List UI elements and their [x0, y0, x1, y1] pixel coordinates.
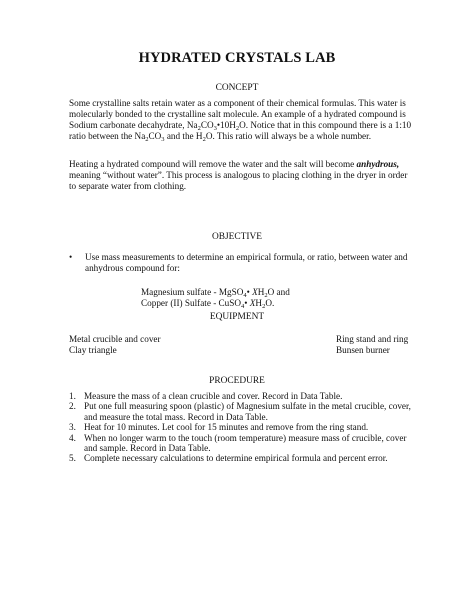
- concept-paragraph-2: [69, 159, 419, 192]
- concept-p2-line3: to separate water from clothing.: [69, 181, 187, 191]
- procedure-step: 2. Put one full measuring spoon (plastic) of Magnesium sulfate in the metal crucible, cover, and measure the total mass. Record in Data Table.: [69, 401, 411, 422]
- concept-paragraph-1: [69, 98, 419, 142]
- equipment-item: Bunsen burner: [336, 345, 390, 355]
- equipment-right-column: [336, 334, 408, 356]
- objective-heading: OBJECTIVE: [212, 232, 262, 242]
- equipment-heading: EQUIPMENT: [209, 312, 265, 322]
- page-title: HYDRATED CRYSTALS LAB: [138, 50, 336, 66]
- equipment-item: Clay triangle: [69, 345, 117, 355]
- equipment-item: Metal crucible and cover: [69, 334, 161, 344]
- compound-copper-sulfate: Copper (II) Sulfate - CuSO$_4$• $XH_2O$.: [141, 298, 275, 310]
- procedure-step: 4. When no longer warm to the touch (room temperature) measure mass of crucible, cover and sample. Record in Data Table.: [69, 432, 407, 454]
- objective-bullet: [69, 252, 425, 274]
- equipment-left-column: [69, 334, 161, 356]
- concept-p1-line3: Sodium carbonate decahydrate, $Na_2CO_3•10H_2O$. Notice that in this compound there is a 1:10: [69, 120, 412, 132]
- concept-p1-line1: Some crystalline salts retain water as a component of their chemical formulas. This water is: [69, 98, 406, 108]
- bullet-icon: •: [69, 252, 73, 262]
- concept-heading: CONCEPT: [215, 83, 259, 93]
- concept-p1-line2: molecularly bonded to the crystalline salt molecule. An example of a hydrated compound is: [69, 109, 406, 119]
- procedure-step: 1. Measure the mass of a clean crucible and cover. Record in Data Table.: [69, 391, 343, 401]
- objective-line1: Use mass measurements to determine an empirical formula, or ratio, between water and: [85, 252, 408, 262]
- procedure-step: 5. Complete necessary calculations to determine empirical formula and percent error.: [69, 453, 388, 464]
- procedure-list: [69, 391, 429, 464]
- procedure-heading: PROCEDURE: [209, 376, 265, 386]
- concept-p2-line2: meaning “without water”. This process is analogous to placing clothing in the dryer in order: [69, 170, 408, 180]
- anhydrous-emphasis: anhydrous,: [356, 159, 400, 169]
- compound-magnesium-sulfate: Magnesium sulfate - MgSO$_4$• $XH_2O$ and: [141, 287, 290, 299]
- equipment-item: Ring stand and ring: [336, 334, 409, 344]
- concept-p1-line4: ratio between the $Na_2CO_3$ and the $H_2O$. This ratio will always be a whole number.: [69, 131, 371, 143]
- procedure-step: 3. Heat for 10 minutes. Let cool for 15 minutes and remove from the ring stand.: [69, 422, 369, 433]
- objective-line2: anhydrous compound for:: [85, 263, 180, 273]
- concept-p2-line1: Heating a hydrated compound will remove the water and the salt will become anhydrous,: [69, 159, 400, 169]
